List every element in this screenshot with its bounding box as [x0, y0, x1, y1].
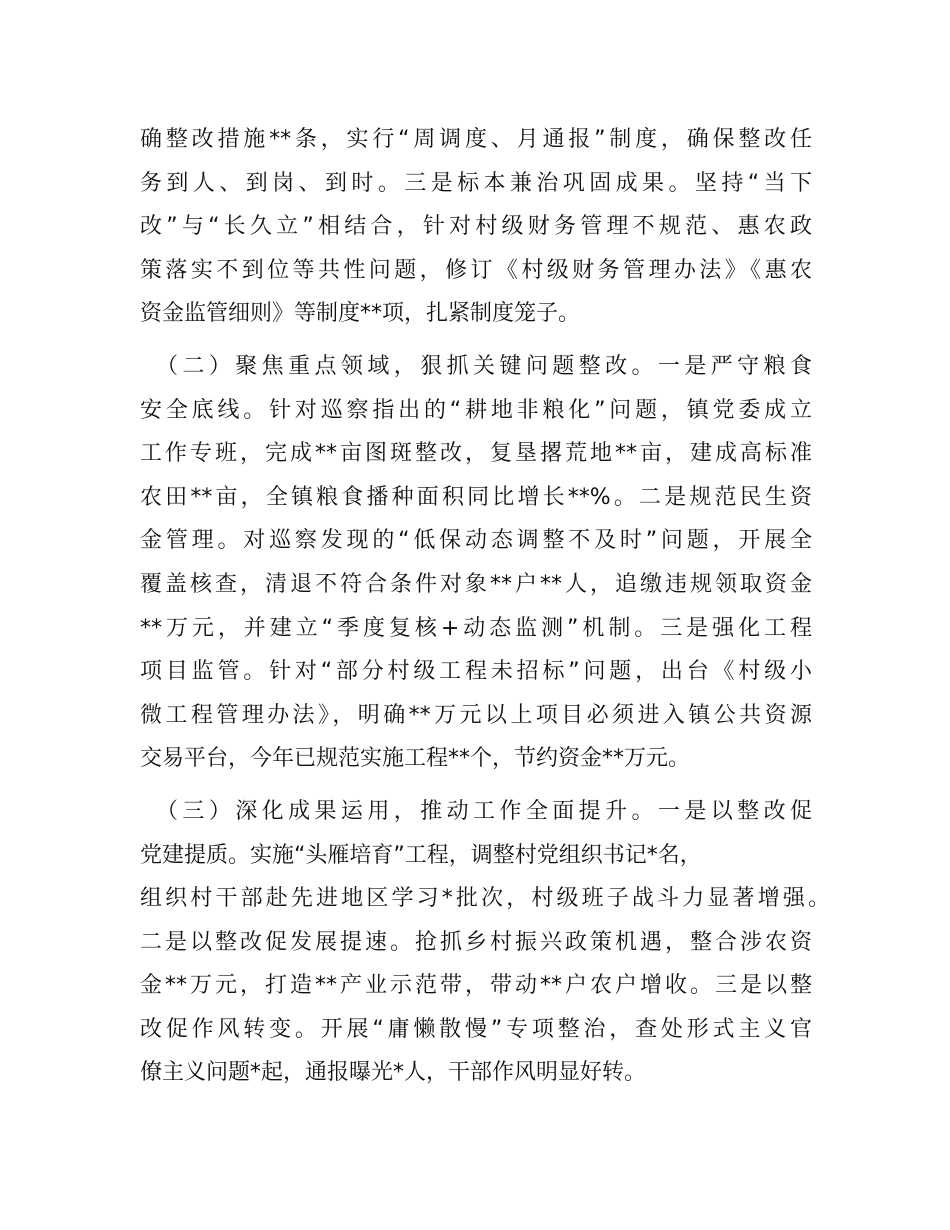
document-page — [140, 118, 830, 1104]
text-line: 金**万元，打造**产业示范带，带动**户农户增收。三是以整 — [140, 973, 812, 999]
text-line: 改促作风转变。开展“庸懒散慢”专项整治，查处形式主义官 — [140, 1016, 812, 1042]
text-line: **万元，并建立“季度复核+动态监测”机制。三是强化工程 — [140, 615, 812, 641]
text-line: 微工程管理办法》，明确**万元以上项目必须进入镇公共资源 — [140, 702, 812, 728]
text-line: 交易平台，今年已规范实施工程**个，节约资金**万元。 — [140, 746, 691, 772]
text-line: 农田**亩，全镇粮食播种面积同比增长**%。二是规范民生资 — [140, 484, 812, 510]
text-line: 工作专班，完成**亩图斑整改，复垦撂荒地**亩，建成高标准 — [140, 441, 812, 467]
text-line: 党建提质。实施“头雁培育”工程，调整村党组织书记*名， — [140, 842, 702, 868]
text-line: 改”与“长久立”相结合，针对村级财务管理不规范、惠农政 — [140, 214, 812, 240]
section-heading-line: （三）深化成果运用，推动工作全面提升。一是以整改促 — [156, 798, 812, 824]
text-line: 金管理。对巡察发现的“低保动态调整不及时”问题，开展全 — [140, 528, 812, 554]
text-line: 策落实不到位等共性问题，修订《村级财务管理办法》《惠农 — [140, 257, 812, 283]
text-line: 资金监管细则》等制度**项，扎紧制度笼子。 — [140, 301, 581, 327]
text-line: 组织村干部赴先进地区学习*批次，村级班子战斗力显著增强。 — [140, 886, 830, 912]
paragraph-section-three — [140, 790, 830, 1095]
paragraph-section-two — [140, 345, 812, 781]
text-line: 二是以整改促发展提速。抢抓乡村振兴政策机遇，整合涉农资 — [140, 929, 812, 955]
text-line: 安全底线。针对巡察指出的“耕地非粮化”问题，镇党委成立 — [140, 397, 812, 423]
text-line: 覆盖核查，清退不符合条件对象**户**人，追缴违规领取资金 — [140, 571, 812, 597]
text-line: 僚主义问题*起，通报曝光*人，干部作风明显好转。 — [140, 1060, 647, 1086]
paragraph-rectification-measures — [140, 118, 812, 336]
section-heading-line: （二）聚焦重点领域，狠抓关键问题整改。一是严守粮食 — [156, 353, 812, 379]
text-line: 确整改措施**条，实行“周调度、月通报”制度，确保整改任 — [140, 127, 812, 152]
text-line: 项目监管。针对“部分村级工程未招标”问题，出台《村级小 — [140, 659, 812, 685]
text-line: 务到人、到岗、到时。三是标本兼治巩固成果。坚持“当下 — [140, 170, 812, 196]
